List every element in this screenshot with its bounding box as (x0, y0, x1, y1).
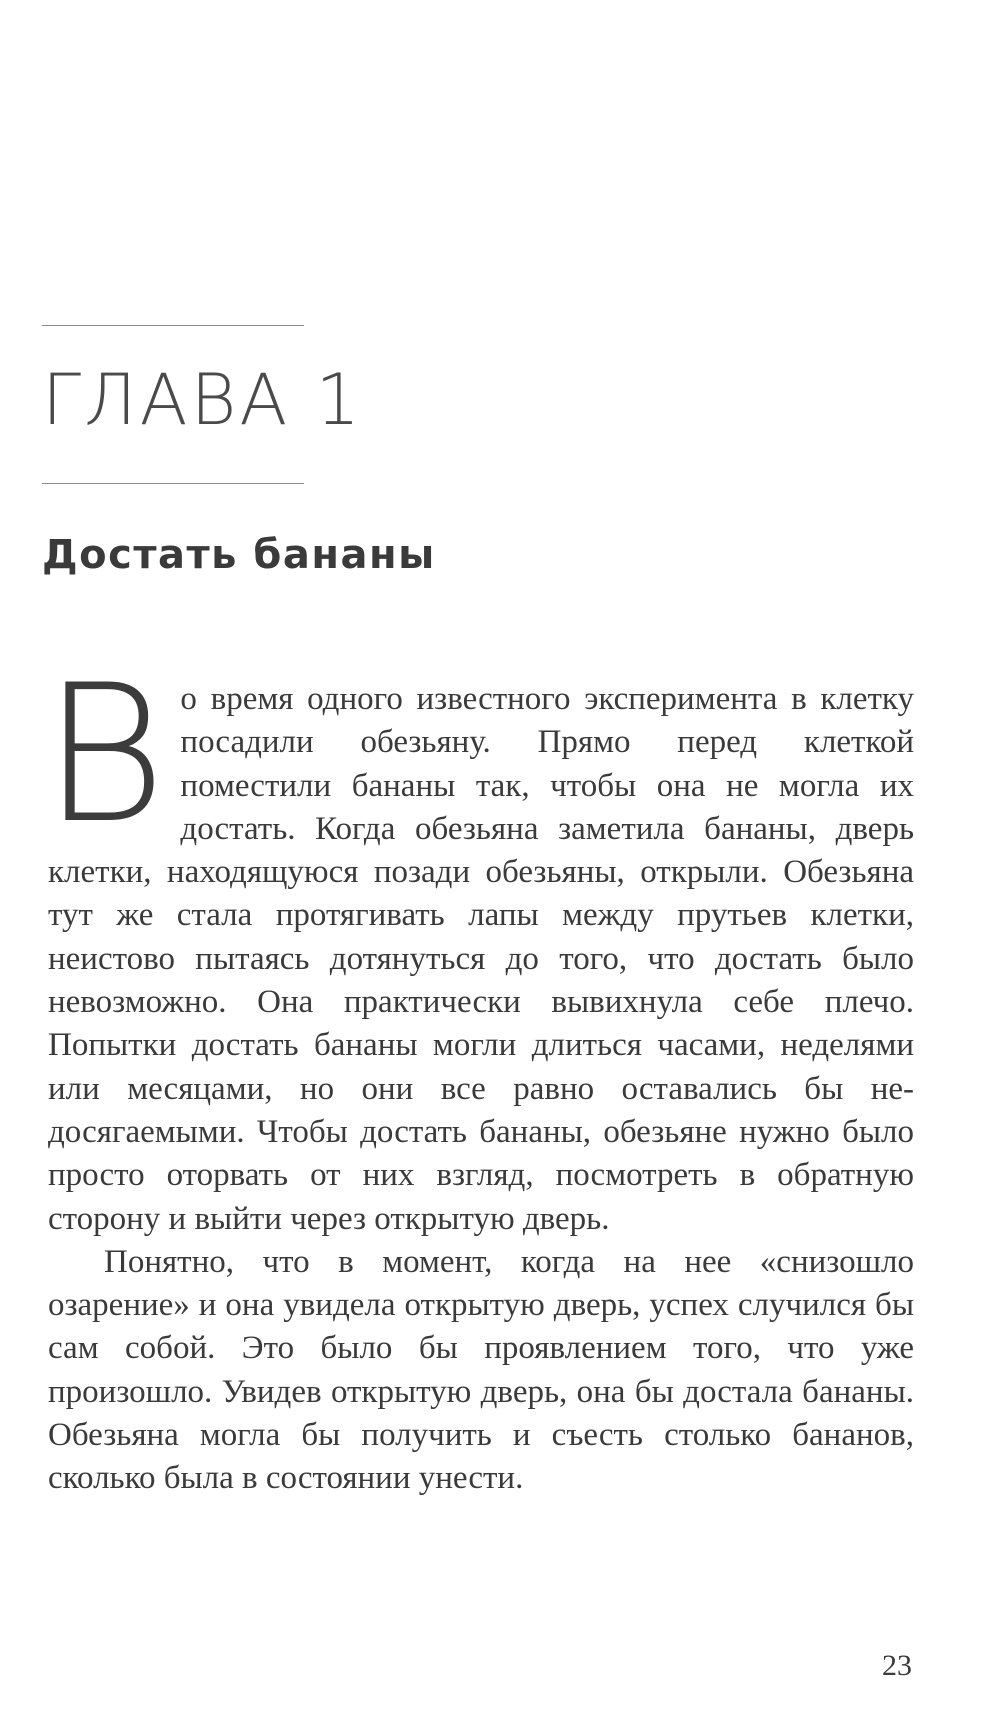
chapter-title: Достать бананы (42, 532, 436, 578)
drop-cap: В (42, 644, 167, 865)
chapter-body (42, 644, 914, 1501)
chapter-label: ГЛАВА 1 (42, 359, 364, 441)
page-number: 23 (882, 1649, 912, 1682)
paragraph-1 (42, 644, 914, 1241)
paragraph-2: Понятно, что в момент, когда на нее «снизошло озарение» и она увидела открытую дверь, успех случился бы сам собой. Это было бы проявлением того, что уже произошло. Увидев открытую дверь, она бы достала бананы. Обезьяна могла бы получить и съесть столько бананов, сколько была в состоянии унести. (48, 1243, 914, 1497)
chapter-rule-bottom (42, 483, 304, 484)
chapter-rule-top (42, 325, 304, 326)
paragraph-1-text: о время одного известного эксперимента в клетку посадили обезьяну. Прямо перед клеткой поместили бананы так, чтобы она не могла их достать. Когда обезьяна заметила бананы, дверь клетки, находящуюся позади обезьяны, открыли. Обезьяна тут же стала протягивать лапы между прутьев клетки, неистово пытаясь дотянуться до того, что достать было невозможно. Она практически вывихнула себе плечо. Попытки достать бананы могли длиться часами, неделями или месяцами, но они все равно оставались бы недосягаемыми. Чтобы достать бананы, обезьяне нужно было просто оторвать от них взгляд, посмотреть в обратную сторону и выйти через открытую дверь. (48, 681, 914, 1237)
